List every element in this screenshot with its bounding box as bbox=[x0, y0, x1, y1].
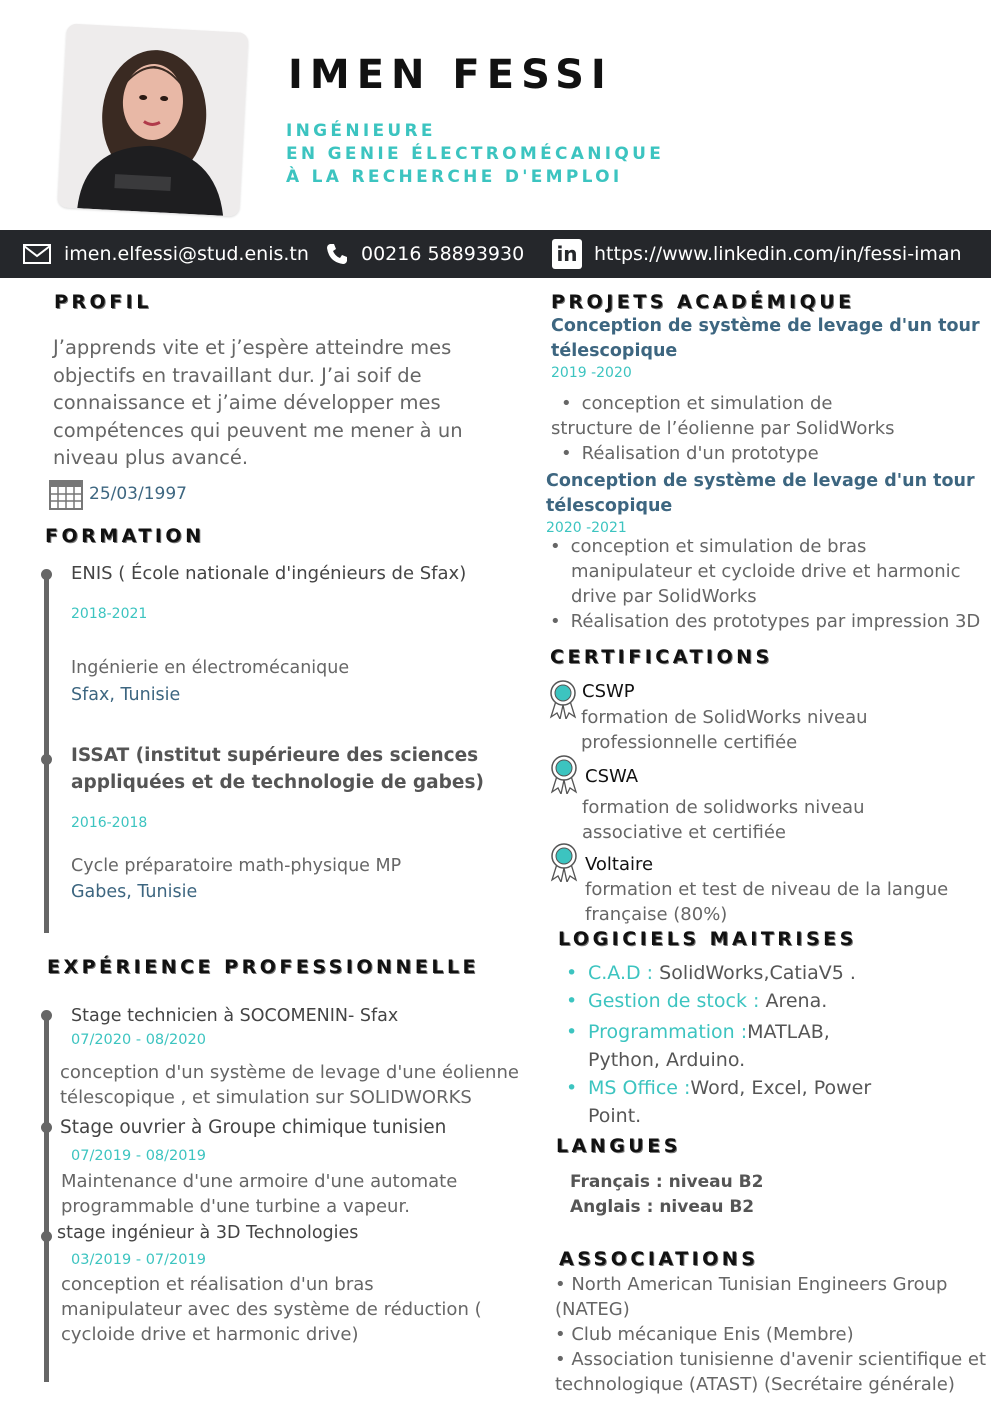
association-line: technologique (ATAST) (Secrétaire générale) bbox=[555, 1374, 955, 1395]
language-item bbox=[570, 1197, 754, 1217]
experience-role: Stage technicien à SOCOMENIN- Sfax bbox=[71, 1006, 399, 1026]
experience-line: conception d'un système de levage d'une éolienne bbox=[60, 1062, 519, 1083]
project-title bbox=[551, 314, 980, 364]
software-item bbox=[568, 962, 856, 984]
experience-dates: 07/2020 - 08/2020 bbox=[71, 1032, 206, 1048]
formation-place: Sfax, Tunisie bbox=[71, 685, 181, 705]
project-bullet-cont: manipulateur et cycloide drive et harmonic bbox=[571, 561, 961, 582]
envelope-icon bbox=[22, 243, 52, 265]
project-dates: 2020 -2021 bbox=[546, 520, 627, 536]
timeline-dot bbox=[41, 1231, 52, 1242]
experience-line: programmable d'une turbine a vapeur. bbox=[61, 1196, 410, 1217]
profil-line: compétences qui peuvent me mener à un bbox=[53, 418, 463, 442]
software-item bbox=[568, 1018, 830, 1074]
cert-description bbox=[582, 795, 864, 845]
experience-dates: 03/2019 - 07/2019 bbox=[71, 1252, 206, 1268]
tagline-line-3: À LA RECHERCHE D'EMPLOI bbox=[286, 167, 623, 187]
software-item bbox=[568, 1074, 871, 1130]
profil-line: niveau plus avancé. bbox=[53, 446, 249, 469]
birthdate-text: 25/03/1997 bbox=[89, 484, 187, 504]
software-value-cont: Python, Arduino. bbox=[588, 1049, 746, 1071]
formation-degree: Ingénierie en électromécanique bbox=[71, 658, 350, 678]
formation-school-line2: appliquées et de technologie de gabes) bbox=[71, 772, 484, 793]
project-title-line: Conception de système de levage d'un tour bbox=[551, 316, 980, 336]
software-key: Gestion de stock : bbox=[588, 990, 760, 1012]
timeline-dot bbox=[41, 1010, 52, 1021]
timeline-dot bbox=[41, 1122, 52, 1133]
experience-dates: 07/2019 - 08/2019 bbox=[71, 1148, 206, 1164]
phone-icon bbox=[325, 242, 349, 266]
cert-line: associative et certifiée bbox=[582, 822, 787, 843]
award-icon bbox=[549, 754, 579, 794]
formation-school: ENIS ( École nationale d'ingénieurs de Sfax) bbox=[71, 563, 467, 584]
cert-description bbox=[585, 877, 948, 927]
contact-linkedin[interactable] bbox=[552, 230, 962, 278]
award-icon bbox=[549, 842, 579, 882]
software-value-cont: Point. bbox=[588, 1105, 642, 1127]
candidate-name: IMEN FESSI bbox=[288, 52, 613, 98]
projets-heading: PROJETS ACADÉMIQUE bbox=[551, 291, 855, 313]
language-level: niveau B2 bbox=[659, 1197, 755, 1217]
software-key: Programmation : bbox=[588, 1021, 748, 1043]
software-value: Word, Excel, Power bbox=[690, 1077, 872, 1099]
profile-photo bbox=[57, 23, 248, 216]
language-level: niveau B2 bbox=[668, 1172, 764, 1192]
software-key: MS Office : bbox=[588, 1077, 691, 1099]
cert-name: CSWP bbox=[582, 681, 635, 702]
project-bullet-cont: drive par SolidWorks bbox=[571, 586, 757, 607]
langues-heading: LANGUES bbox=[556, 1135, 681, 1157]
formation-place: Gabes, Tunisie bbox=[71, 882, 198, 902]
project-bullets bbox=[550, 534, 980, 634]
experience-line: télescopique , et simulation sur SOLIDWORKS bbox=[60, 1087, 472, 1108]
timeline-dot bbox=[41, 754, 52, 765]
formation-school: ISSAT (institut supérieure des sciences bbox=[71, 745, 479, 766]
project-dates: 2019 -2020 bbox=[551, 365, 632, 381]
association-line: • North American Tunisian Engineers Group bbox=[555, 1274, 948, 1295]
cert-line: professionnelle certifiée bbox=[581, 732, 798, 753]
project-bullet: • Réalisation des prototypes par impression 3D bbox=[550, 609, 980, 634]
timeline-dot bbox=[41, 569, 52, 580]
experience-line: manipulateur avec des système de réduction ( bbox=[61, 1299, 482, 1320]
calendar-icon bbox=[49, 478, 83, 510]
portrait-illustration bbox=[57, 23, 248, 216]
certifications-heading: CERTIFICATIONS bbox=[550, 646, 773, 668]
contact-email[interactable] bbox=[22, 230, 309, 278]
award-icon bbox=[548, 679, 578, 719]
experience-timeline bbox=[44, 1015, 49, 1382]
cert-name: Voltaire bbox=[585, 854, 654, 875]
language-name: Français : bbox=[570, 1172, 663, 1192]
language-name: Anglais : bbox=[570, 1197, 654, 1217]
project-bullets bbox=[551, 391, 895, 466]
project-title-line: Conception de système de levage d'un tour bbox=[546, 471, 975, 491]
formation-heading: FORMATION bbox=[45, 525, 205, 547]
phone-text: 00216 58893930 bbox=[361, 243, 525, 265]
cert-line: formation de SolidWorks niveau bbox=[581, 707, 868, 728]
experience-line: Maintenance d'une armoire d'une automate bbox=[61, 1171, 458, 1192]
experience-role: stage ingénieur à 3D Technologies bbox=[57, 1223, 359, 1243]
experience-line: cycloide drive et harmonic drive) bbox=[61, 1324, 359, 1345]
profil-line: J’apprends vite et j’espère atteindre mes bbox=[53, 336, 452, 359]
software-value: Arena. bbox=[759, 990, 828, 1012]
project-title bbox=[546, 469, 975, 519]
language-item bbox=[570, 1172, 763, 1192]
associations-list bbox=[555, 1272, 986, 1397]
project-bullet: • conception et simulation de bras bbox=[550, 534, 980, 559]
profil-line: connaissance et j’aime développer mes bbox=[53, 391, 441, 414]
experience-heading: EXPÉRIENCE PROFESSIONNELLE bbox=[47, 956, 480, 978]
formation-dates: 2016-2018 bbox=[71, 815, 148, 831]
association-line: (NATEG) bbox=[555, 1299, 630, 1320]
tagline-line-2: EN GENIE ÉLECTROMÉCANIQUE bbox=[286, 144, 665, 164]
associations-heading: ASSOCIATIONS bbox=[559, 1248, 759, 1270]
cert-line: française (80%) bbox=[585, 904, 728, 925]
project-bullet-cont: structure de l’éolienne par SolidWorks bbox=[551, 418, 895, 439]
software-value: MATLAB, bbox=[747, 1021, 830, 1043]
logiciels-heading: LOGICIELS MAITRISES bbox=[558, 928, 857, 950]
cert-line: formation de solidworks niveau bbox=[582, 797, 865, 818]
cert-description bbox=[581, 705, 868, 755]
linkedin-text: https://www.linkedin.com/in/fessi-iman bbox=[594, 243, 962, 265]
project-bullet: • conception et simulation de bbox=[551, 391, 895, 416]
profil-heading: PROFIL bbox=[54, 291, 152, 313]
software-item bbox=[568, 990, 827, 1012]
experience-line: conception et réalisation d'un bras bbox=[61, 1274, 374, 1295]
experience-description bbox=[61, 1272, 482, 1347]
contact-bar bbox=[0, 230, 991, 278]
association-line: • Club mécanique Enis (Membre) bbox=[555, 1324, 854, 1345]
project-bullet: • Réalisation d'un prototype bbox=[551, 441, 895, 466]
formation-degree: Cycle préparatoire math-physique MP bbox=[71, 856, 402, 876]
email-text: imen.elfessi@stud.enis.tn bbox=[64, 243, 309, 265]
birthdate bbox=[49, 478, 187, 510]
software-key: C.A.D : bbox=[588, 962, 654, 984]
formation-timeline bbox=[44, 573, 49, 933]
tagline-line-1: INGÉNIEURE bbox=[286, 121, 436, 141]
project-title-line: télescopique bbox=[551, 341, 678, 361]
experience-description bbox=[60, 1060, 519, 1110]
profil-line: objectifs en travaillant dur. J’ai soif de bbox=[53, 363, 422, 387]
linkedin-icon: in bbox=[552, 239, 582, 269]
formation-dates: 2018-2021 bbox=[71, 606, 148, 622]
software-value: SolidWorks,CatiaV5 . bbox=[653, 962, 856, 984]
cert-name: CSWA bbox=[585, 766, 639, 787]
association-line: • Association tunisienne d'avenir scientifique et bbox=[555, 1349, 987, 1370]
cert-line: formation et test de niveau de la langue bbox=[585, 879, 949, 900]
project-title-line: télescopique bbox=[546, 496, 673, 516]
profil-text bbox=[53, 334, 463, 472]
experience-description bbox=[61, 1169, 457, 1219]
experience-role: Stage ouvrier à Groupe chimique tunisien bbox=[60, 1117, 447, 1138]
contact-phone[interactable] bbox=[325, 230, 524, 278]
